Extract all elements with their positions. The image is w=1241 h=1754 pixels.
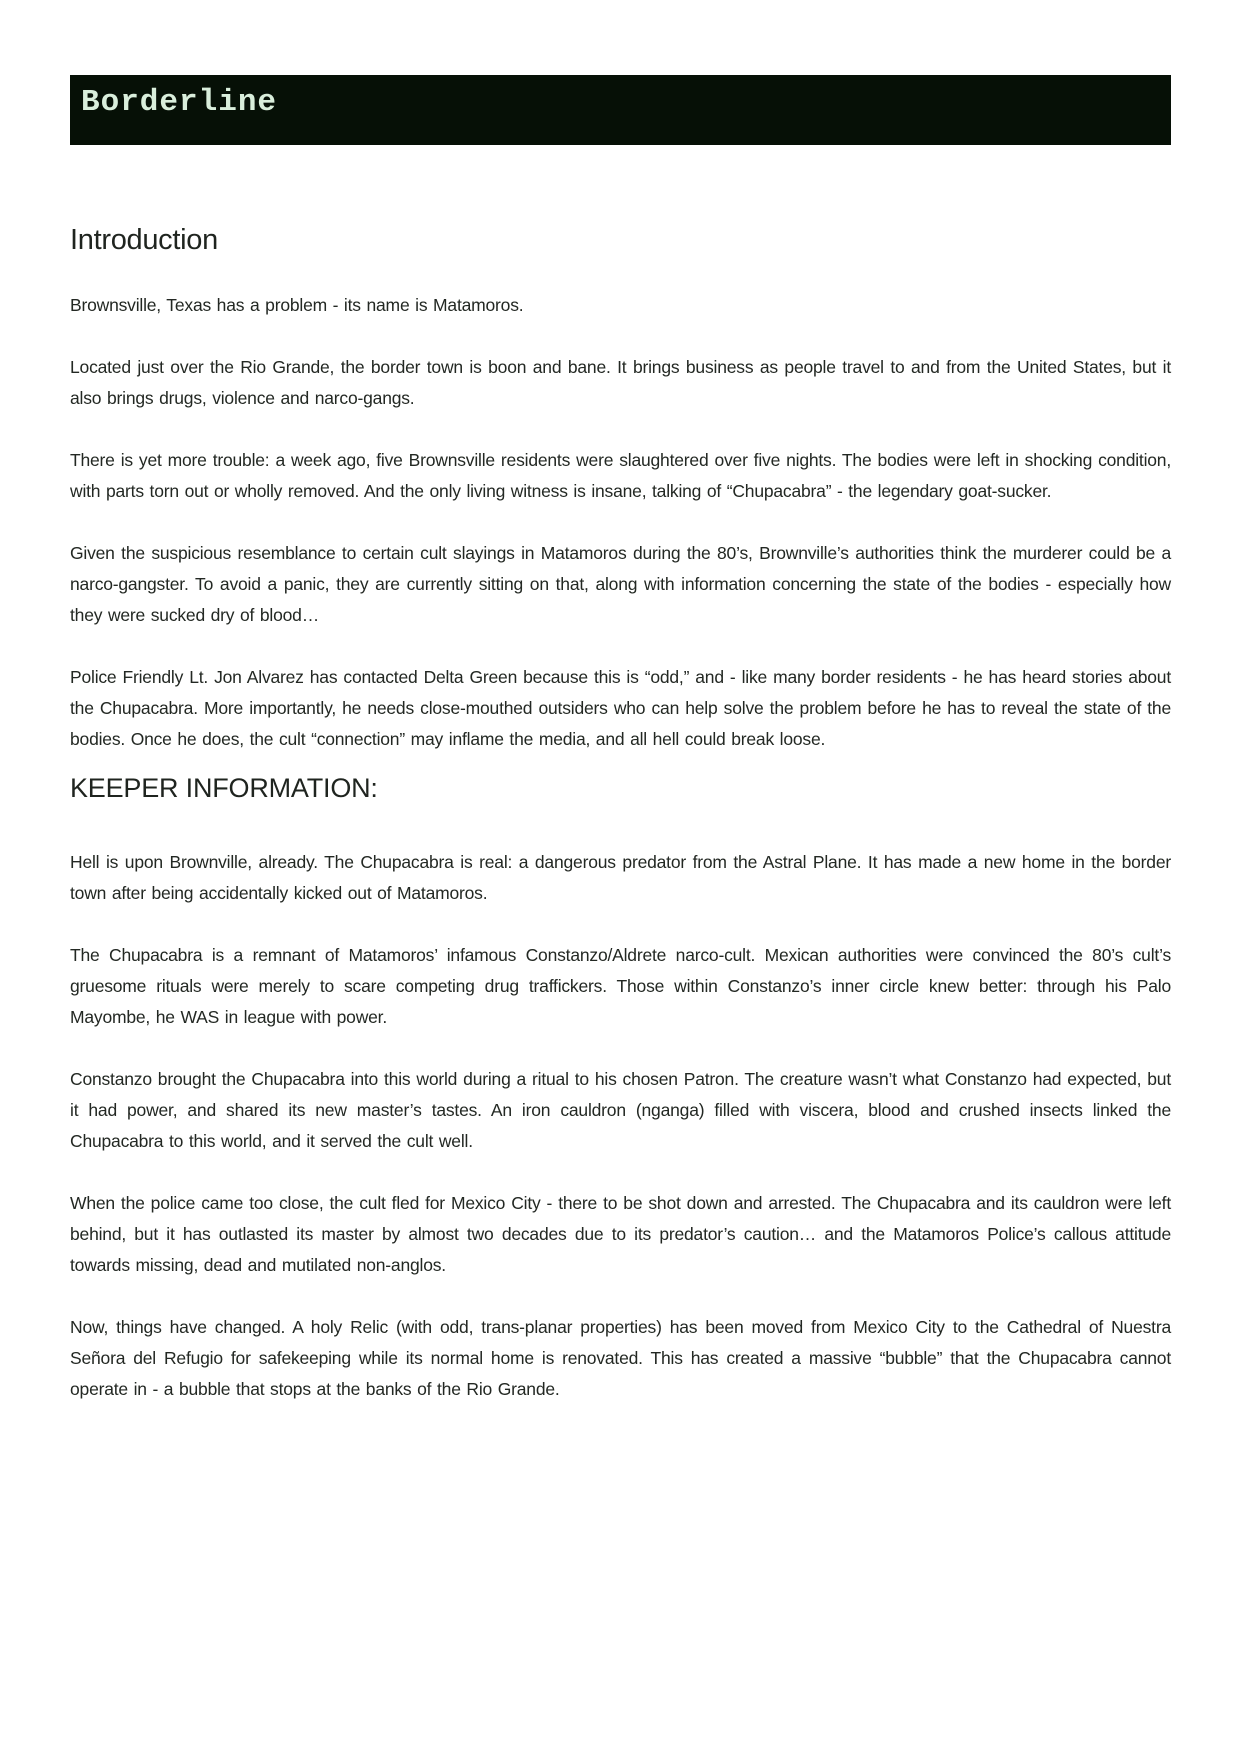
paragraph: Constanzo brought the Chupacabra into this world during a ritual to his chosen Patron. The creature wasn’t what Constanzo had expected, but it had power, and shared its new master’s tastes. An iron cauldron (nganga) filled with viscera, blood and crushed insects linked the Chupacabra to this world, and it served the cult well. [70, 1069, 1171, 1151]
section-heading-introduction: Introduction [70, 224, 218, 256]
paragraph: Brownsville, Texas has a problem - its name is Matamoros. [70, 295, 524, 315]
paragraph: There is yet more trouble: a week ago, five Brownsville residents were slaughtered over five nights. The bodies were left in shocking condition, with parts torn out or wholly removed. And the only living witness is insane, talking of “Chupacabra” - the legendary goat-sucker. [70, 450, 1171, 501]
paragraph: The Chupacabra is a remnant of Matamoros’ infamous Constanzo/Aldrete narco-cult. Mexican authorities were convinced the 80’s cult’s gruesome rituals were merely to scare competing drug traffickers. Those within Constanzo’s inner circle knew better: through his Palo Mayombe, he WAS in league with power. [70, 945, 1171, 1027]
paragraph: Given the suspicious resemblance to certain cult slayings in Matamoros during the 80’s, Brownville’s authorities think the murderer could be a narco-gangster. To avoid a panic, they are currently sitting on that, along with information concerning the state of the bodies - especially how they were sucked dry of blood… [70, 543, 1171, 625]
paragraph: Located just over the Rio Grande, the border town is boon and bane. It brings business as people travel to and from the United States, but it also brings drugs, violence and narco-gangs. [70, 357, 1171, 408]
paragraph: Now, things have changed. A holy Relic (with odd, trans-planar properties) has been moved from Mexico City to the Cathedral of Nuestra Señora del Refugio for safekeeping while its normal home is renovated. This has created a massive “bubble” that the Chupacabra cannot operate in - a bubble that stops at the banks of the Rio Grande. [70, 1317, 1171, 1399]
document-content [70, 222, 1171, 1405]
section-heading-keeper-information: KEEPER INFORMATION: [70, 773, 378, 803]
document-title: Borderline [81, 85, 278, 120]
title-banner [70, 75, 1171, 145]
paragraph: Hell is upon Brownville, already. The Chupacabra is real: a dangerous predator from the Astral Plane. It has made a new home in the border town after being accidentally kicked out of Matamoros. [70, 852, 1171, 903]
paragraph: When the police came too close, the cult fled for Mexico City - there to be shot down and arrested. The Chupacabra and its cauldron were left behind, but it has outlasted its master by almost two decades due to its predator’s caution… and the Matamoros Police’s callous attitude towards missing, dead and mutilated non-anglos. [70, 1193, 1171, 1275]
paragraph: Police Friendly Lt. Jon Alvarez has contacted Delta Green because this is “odd,” and - like many border residents - he has heard stories about the Chupacabra. More importantly, he needs close-mouthed outsiders who can help solve the problem before he has to reveal the state of the bodies. Once he does, the cult “connection” may inflame the media, and all hell could break loose. [70, 667, 1171, 749]
